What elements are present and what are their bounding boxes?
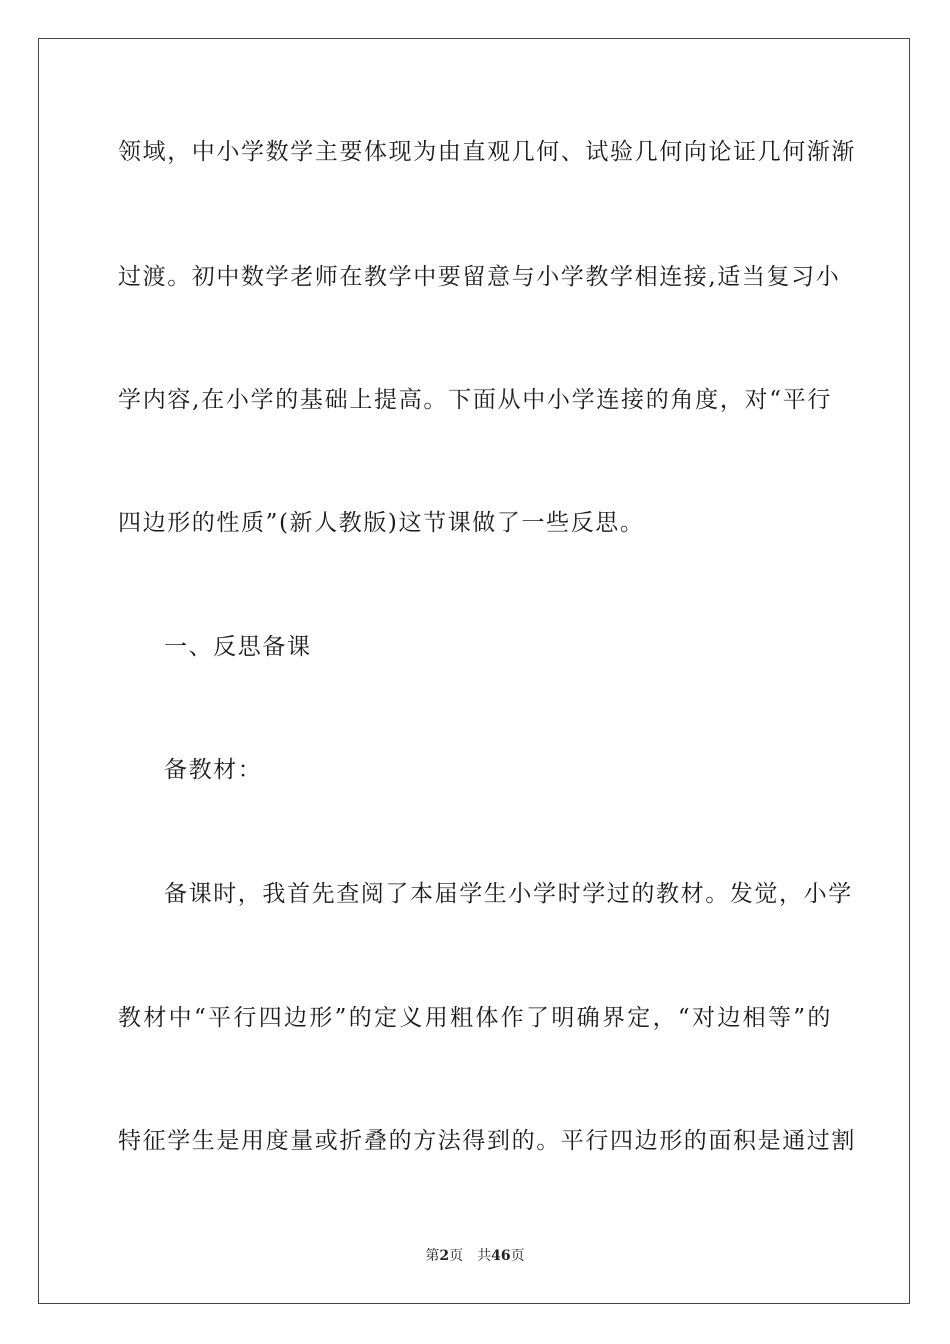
body-line-9: 特征学生是用度量或折叠的方法得到的。平行四边形的面积是通过割 [118, 1128, 856, 1154]
total-pages: 46 [491, 1248, 511, 1264]
subheading-textbook: 备教材： [164, 757, 263, 783]
page-number: 2 [439, 1248, 450, 1264]
page-prefix: 第 [425, 1248, 440, 1264]
body-line-2: 过渡。初中数学老师在教学中要留意与小学教学相连接,适当复习小 [118, 264, 841, 290]
page-suffix: 页 [449, 1248, 464, 1264]
page-border [38, 38, 910, 1304]
body-line-7: 备课时，我首先查阅了本届学生小学时学过的教材。发觉，小学 [164, 881, 853, 907]
total-prefix: 共 [477, 1248, 492, 1264]
body-line-8: 教材中“平行四边形”的定义用粗体作了明确界定，“对边相等”的 [118, 1005, 832, 1031]
section-heading: 一、反思备课 [164, 634, 312, 660]
body-line-1: 领域，中小学数学主要体现为由直观几何、试验几何向论证几何渐渐 [118, 139, 856, 165]
body-line-4: 四边形的性质”(新人教版)这节课做了一些反思。 [118, 510, 645, 536]
body-line-3: 学内容,在小学的基础上提高。下面从中小学连接的角度，对“平行 [118, 387, 832, 413]
page-footer [0, 1247, 950, 1265]
total-suffix: 页 [510, 1248, 525, 1264]
